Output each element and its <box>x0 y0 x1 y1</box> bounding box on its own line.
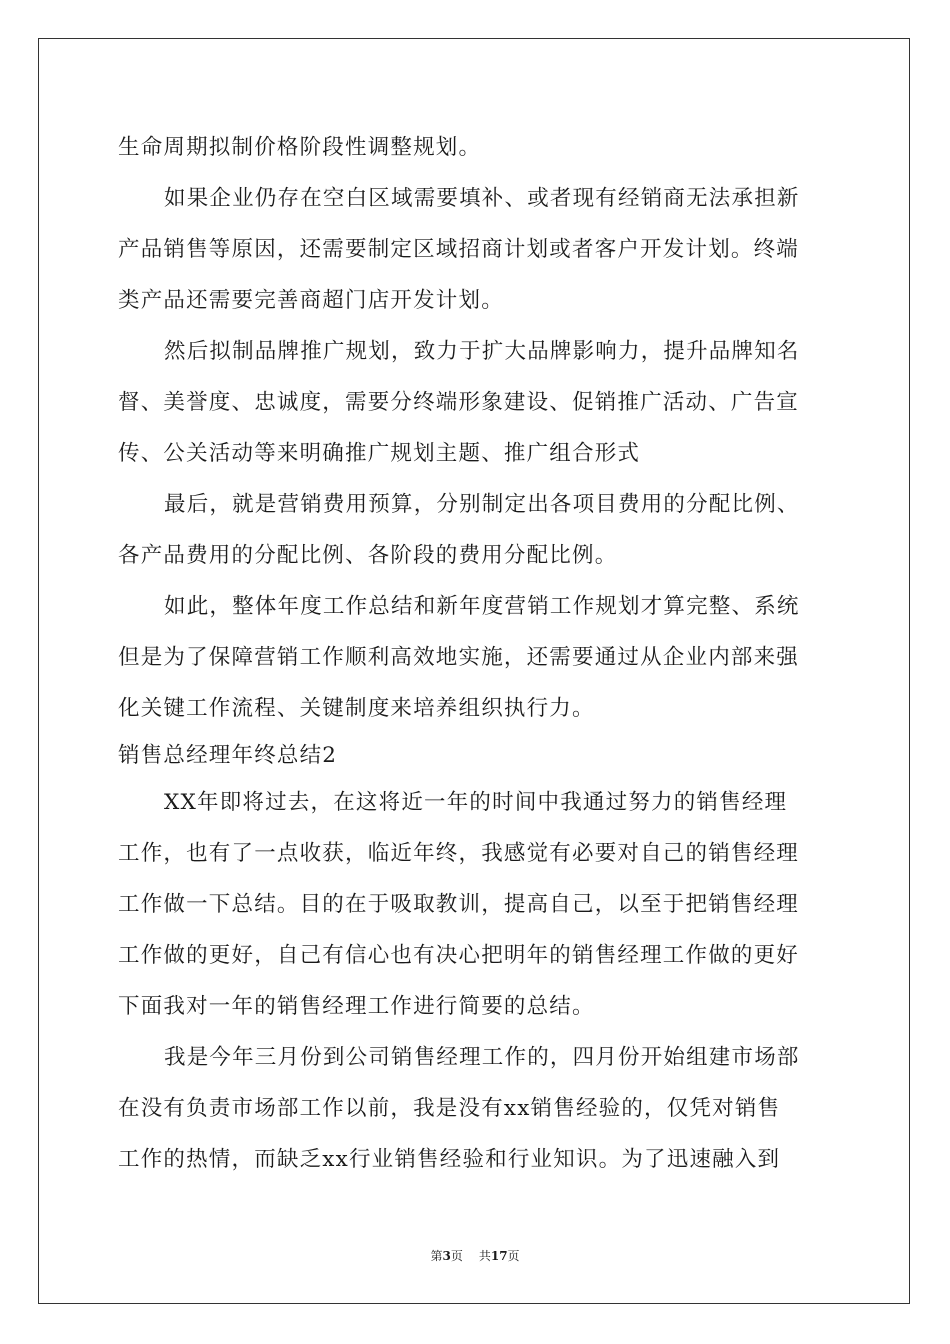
text-line: 工作做的更好，自己有信心也有决心把明年的销售经理工作做的更好 <box>118 943 800 968</box>
text-line: 生命周期拟制价格阶段性调整规划。 <box>118 135 482 160</box>
text-line: 下面我对一年的销售经理工作进行简要的总结。 <box>118 994 595 1019</box>
paragraph-start: 如此，整体年度工作总结和新年度营销工作规划才算完整、系统 <box>164 594 800 619</box>
page-footer <box>0 1248 950 1264</box>
text-line: 工作的热情，而缺乏xx行业销售经验和行业知识。为了迅速融入到 <box>118 1147 781 1172</box>
paragraph-start: 如果企业仍存在空白区域需要填补、或者现有经销商无法承担新 <box>164 186 800 211</box>
section-heading: 销售总经理年终总结2 <box>118 743 338 768</box>
text-line: 化关键工作流程、关键制度来培养组织执行力。 <box>118 696 595 721</box>
total-pages: 17 <box>490 1249 508 1263</box>
paragraph-start: 我是今年三月份到公司销售经理工作的，四月份开始组建市场部 <box>164 1045 800 1070</box>
text-line: 传、公关活动等来明确推广规划主题、推广组合形式 <box>118 441 641 466</box>
page-suffix: 页 <box>450 1249 463 1263</box>
text-line: 类产品还需要完善商超门店开发计划。 <box>118 288 504 313</box>
paragraph-start: XX年即将过去，在这将近一年的时间中我通过努力的销售经理 <box>164 790 788 815</box>
page-prefix: 第 <box>430 1249 443 1263</box>
page-number: 3 <box>442 1249 451 1263</box>
paragraph-start: 最后，就是营销费用预算，分别制定出各项目费用的分配比例、 <box>164 492 800 517</box>
paragraph-start: 然后拟制品牌推广规划，致力于扩大品牌影响力，提升品牌知名 <box>164 339 800 364</box>
text-line: 产品销售等原因，还需要制定区域招商计划或者客户开发计划。终端 <box>118 237 800 262</box>
text-line: 在没有负责市场部工作以前，我是没有xx销售经验的，仅凭对销售 <box>118 1096 781 1121</box>
text-line: 但是为了保障营销工作顺利高效地实施，还需要通过从企业内部来强 <box>118 645 800 670</box>
total-suffix: 页 <box>507 1249 520 1263</box>
text-line: 督、美誉度、忠诚度，需要分终端形象建设、促销推广活动、广告宣 <box>118 390 800 415</box>
total-prefix: 共 <box>478 1249 491 1263</box>
text-line: 各产品费用的分配比例、各阶段的费用分配比例。 <box>118 543 618 568</box>
text-line: 工作做一下总结。目的在于吸取教训，提高自己，以至于把销售经理 <box>118 892 800 917</box>
text-line: 工作，也有了一点收获，临近年终，我感觉有必要对自己的销售经理 <box>118 841 800 866</box>
